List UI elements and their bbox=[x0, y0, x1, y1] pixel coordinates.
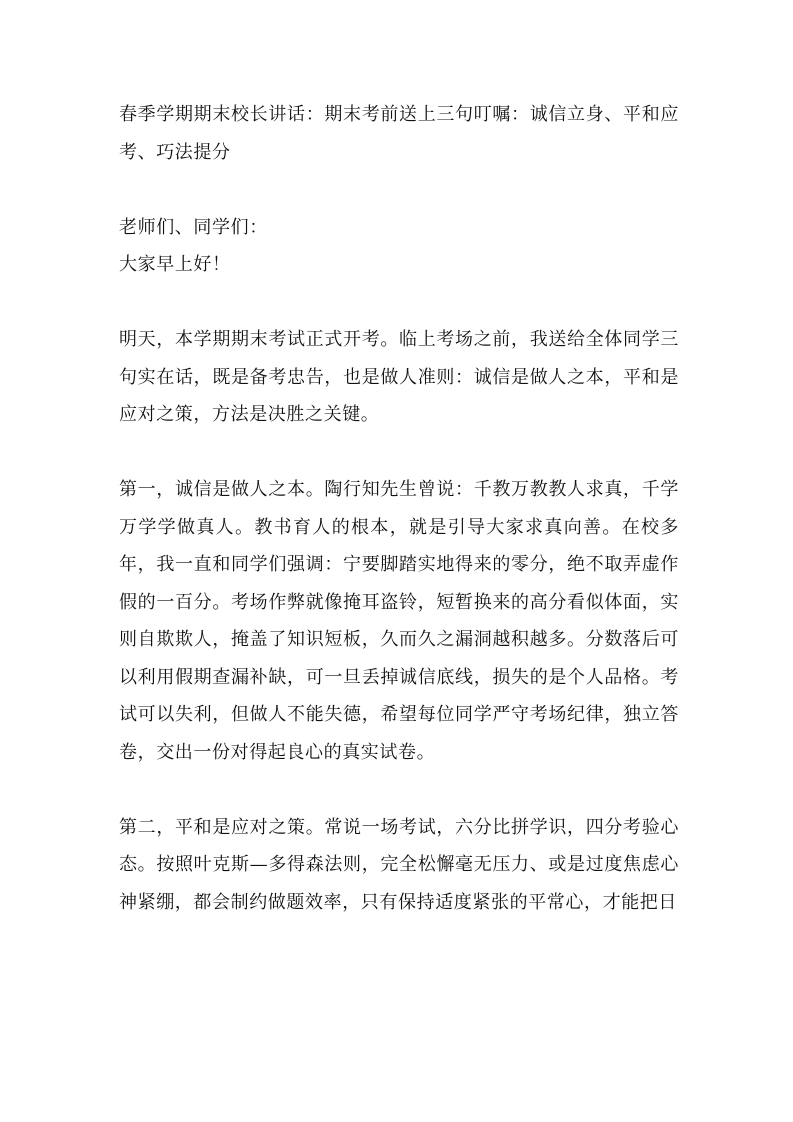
paragraph-calmness: 第二，平和是应对之策。常说一场考试，六分比拼学识，四分考验心态。按照叶克斯—多得森法则，完全松懈毫无压力、或是过度焦虑心神紧绷，都会制约做题效率，只有保持适度紧张的平常心，才能把日 bbox=[119, 816, 679, 913]
paragraph-integrity: 第一，诚信是做人之本。陶行知先生曾说：千教万教教人求真，千学万学学做真人。教书育人的根本，就是引导大家求真向善。在校多年，我一直和同学们强调：宁要脚踏实地得来的零分，绝不取弄虚作假的一百分。考场作弊就像掩耳盗铃，短暂换来的高分看似体面，实则自欺欺人，掩盖了知识短板，久而久之漏洞越积越多。分数落后可以利用假期查漏补缺，可一旦丢掉诚信底线，损失的是个人品格。考试可以失利，但做人不能失德，希望每位同学严守考场纪律，独立答卷，交出一份对得起良心的真实试卷。 bbox=[119, 479, 679, 763]
document-title: 春季学期期末校长讲话：期末考前送上三句叮嘱：诚信立身、平和应考、巧法提分 bbox=[119, 104, 679, 163]
document-page bbox=[119, 96, 679, 959]
salutation: 老师们、同学们： bbox=[119, 216, 268, 238]
paragraph-intro: 明天，本学期期末考试正式开考。临上考场之前，我送给全体同学三句实在话，既是备考忠告，也是做人准则：诚信是做人之本，平和是应对之策，方法是决胜之关键。 bbox=[119, 329, 679, 425]
greeting: 大家早上好！ bbox=[119, 254, 231, 275]
opening bbox=[119, 209, 679, 284]
